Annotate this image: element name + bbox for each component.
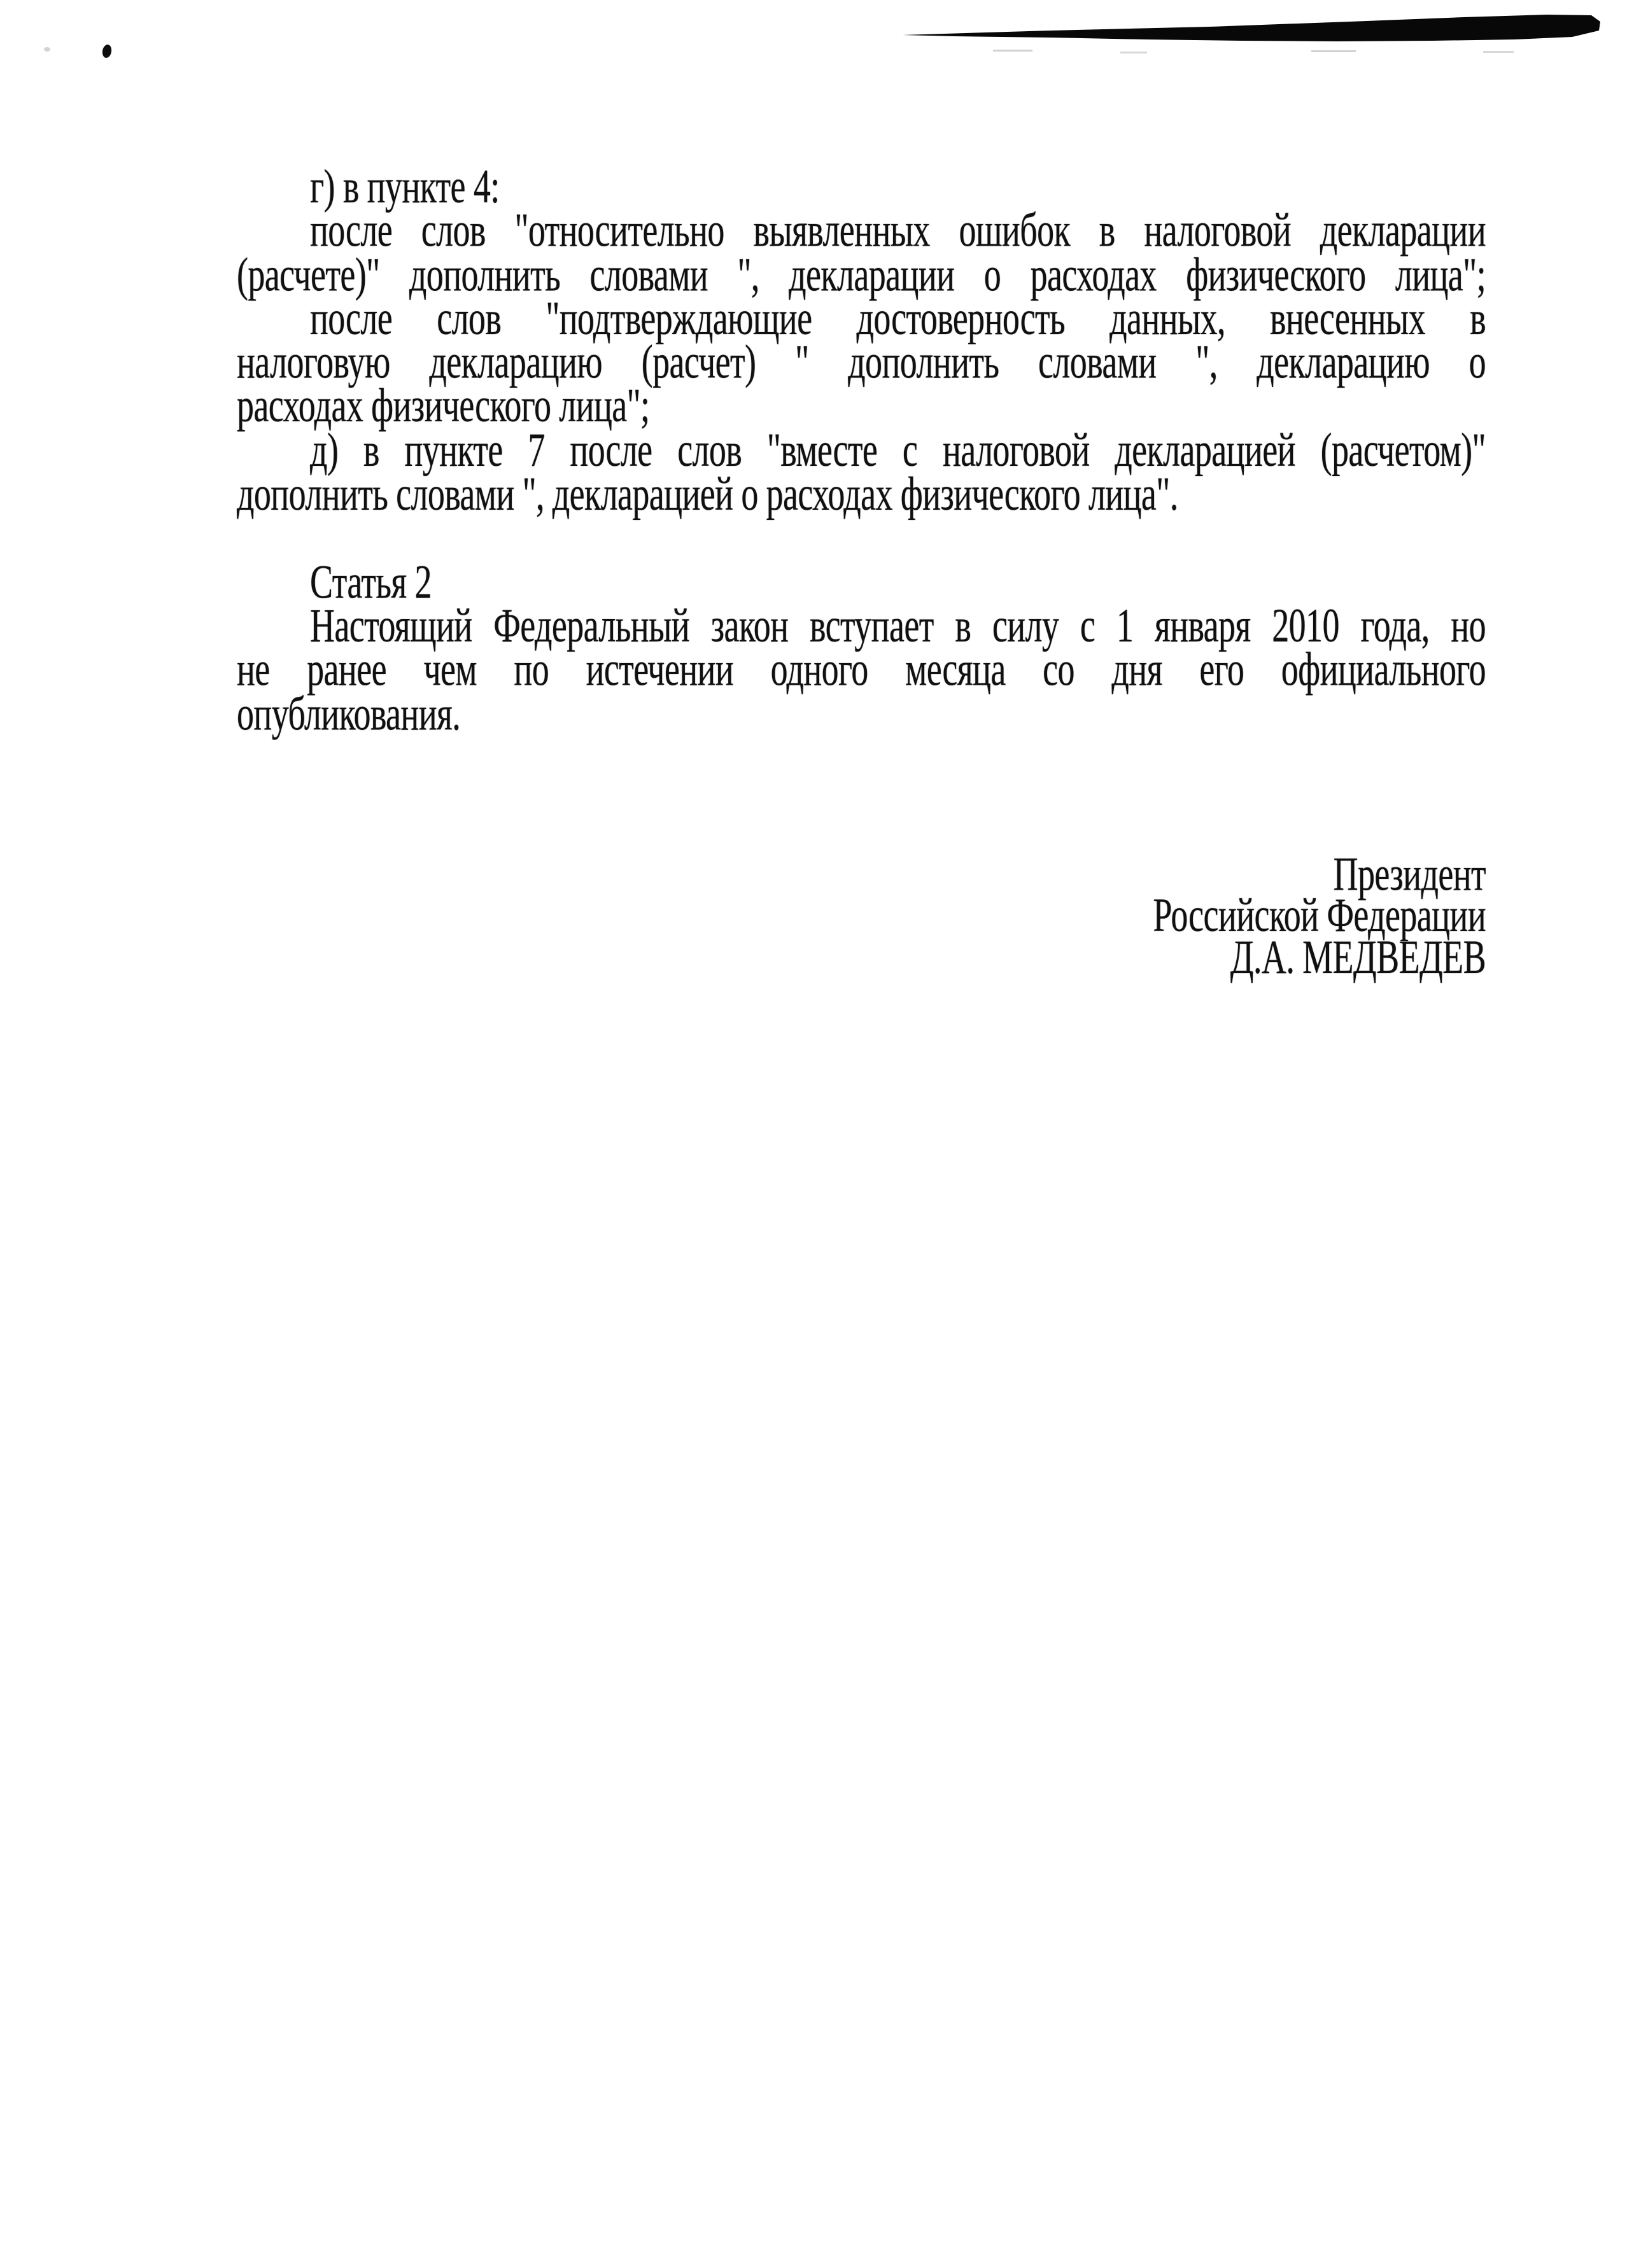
text-line: расходах физического лица"; xyxy=(237,379,650,433)
text-line: после слов "относительно выявленных ошибок в налоговой декларации xyxy=(310,203,1486,257)
signature-line: Российской Федерации xyxy=(1153,888,1486,942)
text-line: не ранее чем по истечении одного месяца со дня его официального xyxy=(237,642,1486,696)
document-text xyxy=(237,159,1486,984)
text-line: опубликования. xyxy=(237,686,461,740)
text-line: (расчете)" дополнить словами ", декларации о расходах физического лица"; xyxy=(237,247,1486,301)
text-line: налоговую декларацию (расчет) " дополнить словами ", декларацию о xyxy=(237,335,1486,389)
text-line: дополнить словами ", декларацией о расходах физического лица". xyxy=(237,466,1178,521)
scanner-streak xyxy=(0,0,1641,83)
text-line: д) в пункте 7 после слов "вместе с налоговой декларацией (расчетом)" xyxy=(310,423,1486,477)
signature-block xyxy=(237,847,1486,984)
text-line: г) в пункте 4: xyxy=(310,159,500,213)
article-heading: Статья 2 xyxy=(310,554,432,608)
signature-line: Президент xyxy=(1333,847,1486,901)
text-line: Настоящий Федеральный закон вступает в силу с 1 января 2010 года, но xyxy=(310,598,1486,652)
signature-line: Д.А. МЕДВЕДЕВ xyxy=(1230,930,1486,984)
text-line: после слов "подтверждающие достоверность данных, внесенных в xyxy=(310,291,1486,345)
faint-speck xyxy=(44,47,50,52)
